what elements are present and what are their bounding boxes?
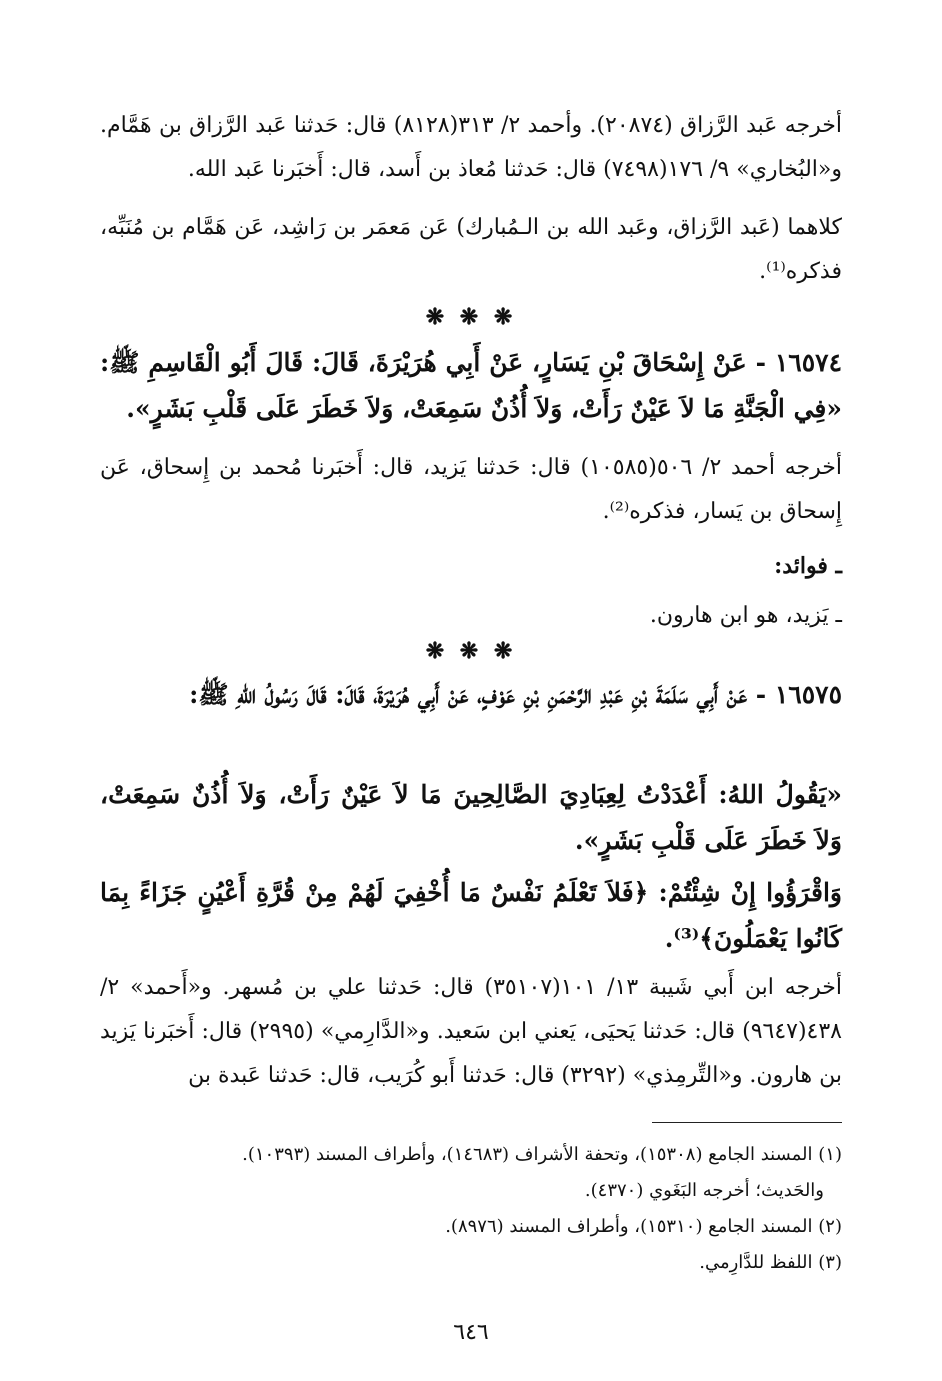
- footnote-3: (٣) اللفظ للدَّارِمي.: [699, 1252, 842, 1273]
- takhrij-paragraph-2: كلاهما (عَبد الرَّزاق، وعَبد الله بن الـمُبارك) عَن مَعمَر بن رَاشِد، عَن هَمَّام بن مُنَبِّه، فذكره⁽¹⁾.: [100, 215, 842, 284]
- footnote-2: (٢) المسند الجامع (١٥٣١٠)، وأطراف المسند (٨٩٧٦).: [445, 1216, 842, 1237]
- hadith-16574: ١٦٥٧٤ - عَنْ إِسْحَاقَ بْنِ يَسَارٍ، عَنْ أَبِي هُرَيْرَةَ، قَالَ: قَالَ أَبُو الْقَاسِمِ ﷺ: «فِي الْجَنَّةِ مَا لاَ عَيْنٌ رَأَتْ، وَلاَ أُذُنٌ سَمِعَتْ، وَلاَ خَطَرَ عَلَى قَلْبِ بَشَرٍ».: [100, 348, 842, 423]
- section-separator-1: ❋ ❋ ❋: [425, 304, 517, 330]
- footnote-divider: [652, 1122, 842, 1123]
- page-number: ٦٤٦: [453, 1320, 489, 1345]
- fawaid-note: ـ يَزيد، هو ابن هارون.: [649, 603, 842, 628]
- hadith-16575-text: «يَقُولُ اللهُ: أَعْدَدْتُ لِعِبَادِيَ الصَّالِحِينَ مَا لاَ عَيْنٌ رَأَتْ، وَلاَ أُذُنٌ سَمِعَتْ، وَلاَ خَطَرَ عَلَى قَلْبِ بَشَرٍ».: [100, 780, 842, 855]
- hadith-16575-quran: وَاقْرَؤُوا إِنْ شِئْتُمْ: ﴿فَلاَ تَعْلَمُ نَفْسٌ مَا أُخْفِيَ لَهُمْ مِنْ قُرَّةِ أَعْيُنٍ جَزَاءً بِمَا كَانُوا يَعْمَلُونَ﴾⁽³⁾.: [100, 878, 842, 953]
- section-separator-2: ❋ ❋ ❋: [425, 638, 517, 664]
- fawaid-heading: ـ فوائد:: [774, 553, 842, 579]
- takhrij-paragraph-1: أخرجه عَبد الرَّزاق (٢٠٨٧٤). وأحمد ٢/ ٣١٣(٨١٢٨) قال: حَدثنا عَبد الرَّزاق بن هَمَّام. و«البُخاري» ٩/ ١٧٦(٧٤٩٨) قال: حَدثنا مُعاذ بن أَسد، قال: أَخبَرنا عَبد الله.: [100, 113, 842, 182]
- hadith-16575-isnad: ١٦٥٧٥ - عَنْ أَبِي سَلَمَةَ بْنِ عَبْدِ الرَّحْمَنِ بْنِ عَوْفٍ، عَنْ أَبِي هُرَيْرَةَ، قَالَ: قَالَ رَسُولُ اللهِ ﷺ:: [189, 680, 842, 709]
- footnote-1-continued: والحَديث؛ أخرجه البَغَوي (٤٣٧٠).: [584, 1180, 824, 1201]
- takhrij-paragraph-3: أخرجه أحمد ٢/ ٥٠٦(١٠٥٨٥) قال: حَدثنا يَزيد، قال: أَخبَرنا مُحمد بن إِسحاق، عَن إِسحاق بن يَسار، فذكره⁽²⁾.: [100, 455, 843, 524]
- footnote-1: (١) المسند الجامع (١٥٣٠٨)، وتحفة الأشراف (١٤٦٨٣)، وأطراف المسند (١٠٣٩٣).: [242, 1144, 842, 1165]
- takhrij-paragraph-4: أخرجه ابن أَبي شَيبة ١٣/ ١٠١(٣٥١٠٧) قال: حَدثنا علي بن مُسهر. و«أَحمد» ٢/ ٤٣٨(٩٦٤٧) قال: حَدثنا يَحيَى، يَعني ابن سَعيد. و«الدَّارِمي» (٢٩٩٥) قال: أَخبَرنا يَزيد بن هارون. و«التِّرمِذي» (٣٢٩٢) قال: حَدثنا أَبو كُرَيب، قال: حَدثنا عَبدة بن: [100, 975, 842, 1088]
